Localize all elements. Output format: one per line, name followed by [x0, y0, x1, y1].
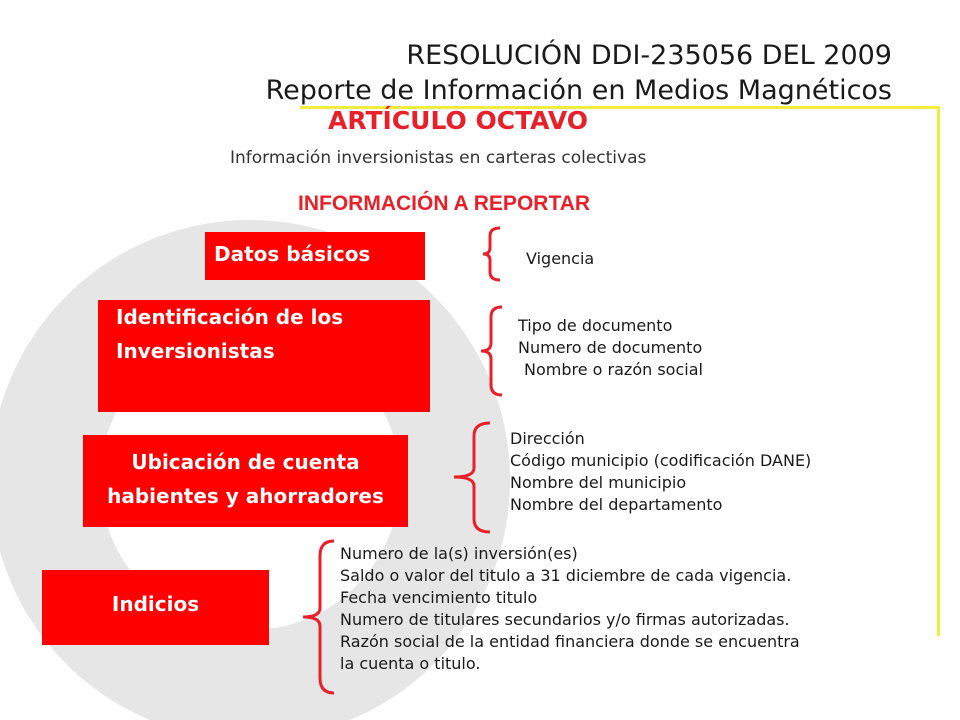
resolution-title: RESOLUCIÓN DDI-235056 DEL 2009: [406, 40, 892, 71]
curly-brace-1: [480, 226, 506, 282]
item-list-indicios: [340, 543, 800, 675]
section-heading: INFORMACIÓN A REPORTAR: [298, 192, 591, 215]
category-label-line-1: Identificación de los: [116, 305, 344, 329]
curly-brace-2: [478, 305, 508, 397]
curly-brace-3: [450, 420, 496, 535]
list-item: Nombre del departamento: [510, 495, 723, 514]
list-item: Numero de la(s) inversión(es): [340, 544, 578, 563]
category-box-identificacion: [98, 300, 430, 412]
category-label: Indicios: [111, 592, 200, 616]
item-list-ubicacion: [510, 428, 811, 516]
list-item: Numero de titulares secundarios y/o firmas autorizadas.: [340, 610, 790, 629]
list-item: Saldo o valor del titulo a 31 diciembre de cada vigencia.: [340, 566, 792, 585]
article-heading: ARTÍCULO OCTAVO: [328, 106, 588, 135]
frame-right-line: [937, 106, 940, 636]
category-box-ubicacion: [83, 435, 408, 527]
item-list-datos-basicos: [526, 249, 594, 268]
category-box-indicios: [42, 570, 269, 645]
list-item: Tipo de documento: [518, 316, 673, 335]
list-item: Código municipio (codificación DANE): [510, 451, 812, 470]
article-subtitle: Información inversionistas en carteras colectivas: [230, 148, 647, 168]
list-item: Vigencia: [526, 249, 595, 268]
list-item: Numero de documento: [518, 338, 703, 357]
list-item: Dirección: [510, 429, 585, 448]
curly-brace-4: [300, 538, 340, 698]
list-item: Nombre o razón social: [524, 360, 703, 379]
category-label-line-2: Inversionistas: [116, 339, 275, 363]
category-label: Datos básicos: [214, 242, 371, 266]
item-list-identificacion: [518, 315, 703, 381]
list-item: la cuenta o titulo.: [340, 654, 481, 673]
list-item: Fecha vencimiento titulo: [340, 588, 538, 607]
list-item: Razón social de la entidad financiera donde se encuentra: [340, 632, 800, 651]
report-title: Reporte de Información en Medios Magnéticos: [265, 75, 892, 106]
category-label-line-1: Ubicación de cuenta: [131, 450, 360, 474]
category-box-datos-basicos: [205, 232, 425, 280]
list-item: Nombre del municipio: [510, 473, 687, 492]
category-label-line-2: habientes y ahorradores: [107, 484, 384, 508]
